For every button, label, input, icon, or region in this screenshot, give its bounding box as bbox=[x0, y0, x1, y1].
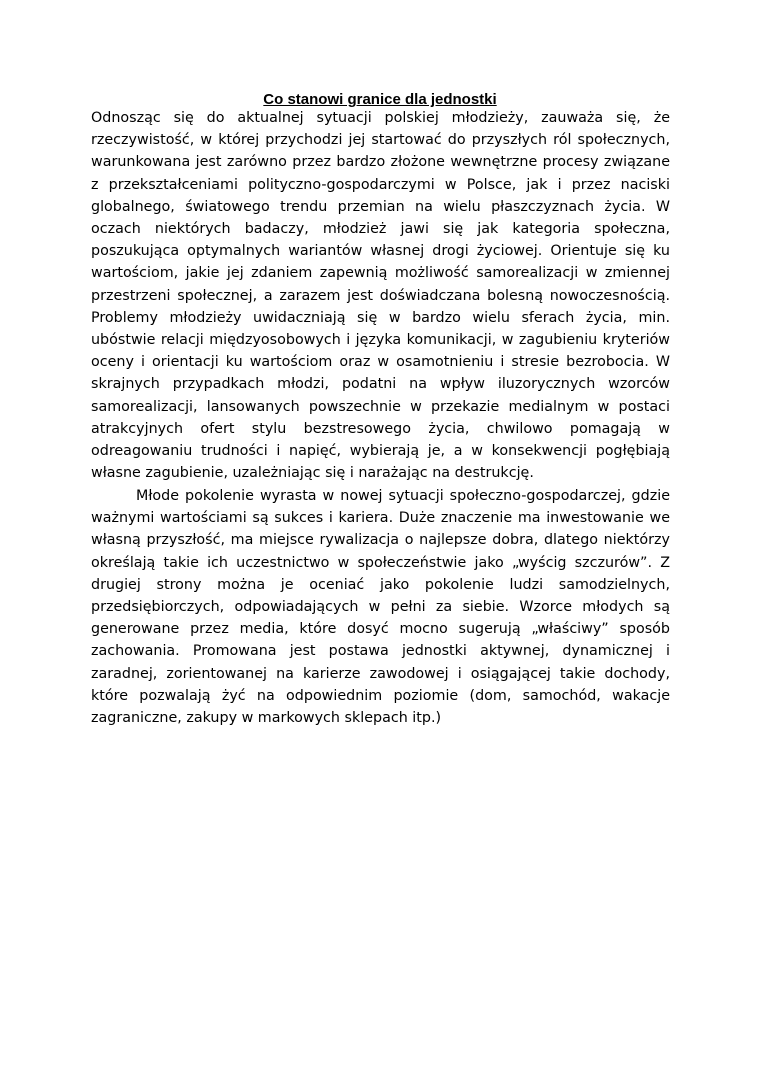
document-title: Co stanowi granice dla jednostki bbox=[263, 91, 497, 108]
paragraph-1: Odnosząc się do aktualnej sytuacji polskiej młodzieży, zauważa się, że rzeczywistość, w której przychodzi jej startować do przyszłych ról społecznych, warunkowana jest zarówno przez bardzo złożone wewnętrzne procesy związane z przekształceniami polityczno-gospodarczymi w Polsce, jak i przez naciski globalnego, światowego trendu przemian na wielu płaszczyznach życia. W oczach niektórych badaczy, młodzież jawi się jak kategoria społeczna, poszukująca optymalnych wariantów własnej drogi życiowej. Orientuje się ku wartościom, jakie jej zdaniem zapewnią możliwość samorealizacji w zmiennej przestrzeni społecznej, a zarazem jest doświadczana bolesną nowoczesnością. Problemy młodzieży uwidaczniają się w bardzo wielu sferach życia, min. ubóstwie relacji międzyosobowych i języka komunikacji, w zagubieniu kryteriów oceny i orientacji ku wartościom oraz w osamotnieniu i stresie bezrobocia. W skrajnych przypadkach młodzi, podatni na wpływ iluzorycznych wzorców samorealizacji, lansowanych powszechnie w przekazie medialnym w postaci atrakcyjnych ofert stylu bezstresowego życia, chwilowo pomagają w odreagowaniu trudności i napięć, wybierają je, a w konsekwencji pogłębiają własne zagubienie, uzależniając się i narażając na destrukcję. bbox=[91, 110, 670, 482]
paragraph-2: Młode pokolenie wyrasta w nowej sytuacji społeczno-gospodarczej, gdzie ważnymi wartościami są sukces i kariera. Duże znaczenie ma inwestowanie we własną przyszłość, ma miejsce rywalizacja o najlepsze dobra, dlatego niektórzy określają takie ich uczestnictwo w społeczeństwie jako „wyścig szczurów”. Z drugiej strony można je oceniać jako pokolenie ludzi samodzielnych, przedsiębiorczych, odpowiadających w pełni za siebie. Wzorce młodych są generowane przez media, które dosyć mocno sugerują „właściwy” sposób zachowania. Promowana jest postawa jednostki aktywnej, dynamicznej i zaradnej, zorientowanej na karierze zawodowej i osiągającej takie dochody, które pozwalają żyć na odpowiednim poziomie (dom, samochód, wakacje zagraniczne, zakupy w markowych sklepach itp.) bbox=[91, 488, 670, 727]
